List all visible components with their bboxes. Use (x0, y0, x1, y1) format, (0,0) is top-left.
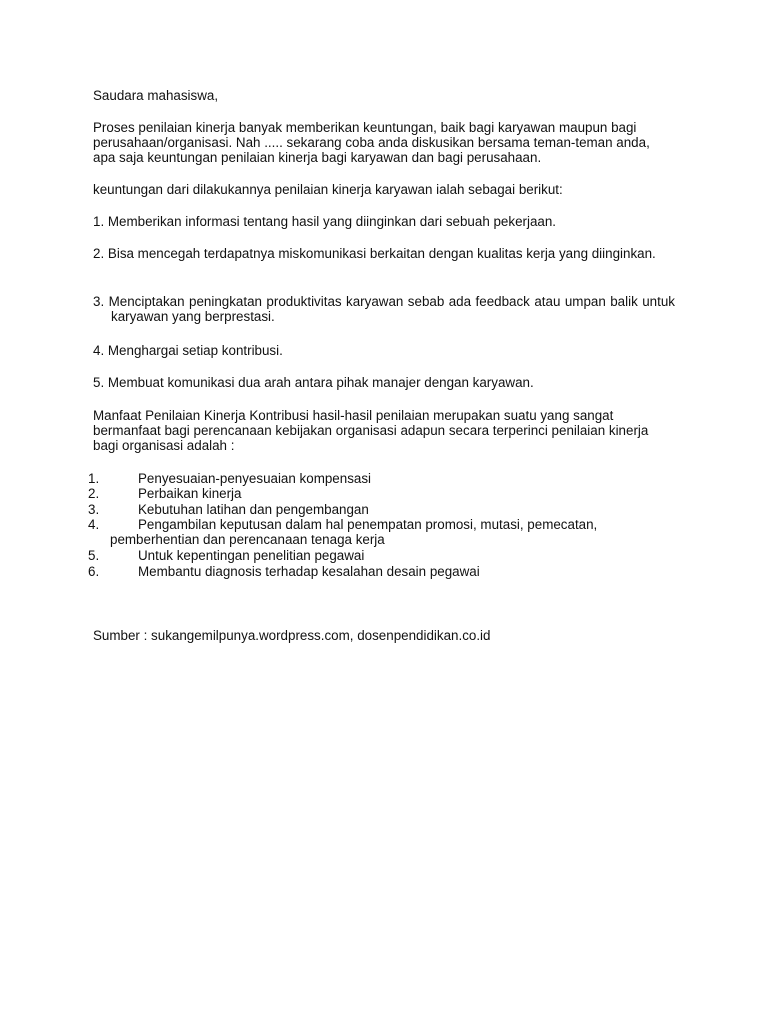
point-item (93, 214, 675, 229)
benefit-text: Penyesuaian-penyesuaian kompensasi (138, 471, 372, 486)
lead-sentence: keuntungan dari dilakukannya penilaian kinerja karyawan ialah sebagai berikut: (93, 182, 563, 197)
benefit-number: 1. (88, 471, 100, 486)
manfaat-paragraph: Manfaat Penilaian Kinerja Kontribusi hasil-hasil penilaian merupakan suatu yang sangat bermanfaat bagi perencanaan kebijakan organisasi adapun secara terperinci penilaian kinerja bagi organisasi adalah : (93, 408, 649, 453)
source-line: Sumber : sukangemilpunya.wordpress.com, dosenpendidikan.co.id (93, 628, 491, 643)
point-text: Memberikan informasi tentang hasil yang diinginkan dari sebuah pekerjaan. (107, 214, 557, 229)
benefit-number: 6. (88, 564, 100, 579)
benefit-text: Membantu diagnosis terhadap kesalahan desain pegawai (138, 564, 480, 579)
benefit-number: 4. (88, 517, 100, 532)
point-number: 5. (93, 375, 105, 390)
benefit-item (88, 517, 648, 547)
point-text: Menghargai setiap kontribusi. (107, 343, 283, 358)
benefit-text: Perbaikan kinerja (138, 486, 242, 501)
point-item (93, 375, 675, 390)
benefit-item (88, 471, 648, 486)
benefit-item (88, 564, 648, 579)
point-number: 2. (93, 246, 105, 261)
point-number: 1. (93, 214, 105, 229)
benefit-text: Untuk kepentingan penelitian pegawai (138, 548, 365, 563)
benefit-number: 3. (88, 502, 100, 517)
point-text: Membuat komunikasi dua arah antara pihak manajer dengan karyawan. (107, 375, 534, 390)
point-item (93, 343, 675, 358)
intro-paragraph: Proses penilaian kinerja banyak memberikan keuntungan, baik bagi karyawan maupun bagi perusahaan/organisasi. Nah ..... sekarang coba anda diskusikan bersama teman-teman anda, apa saja keuntungan penilaian kinerja bagi karyawan dan bagi perusahaan. (93, 120, 650, 165)
benefit-item (88, 486, 648, 501)
benefit-number: 5. (88, 548, 100, 563)
benefit-item (88, 548, 648, 563)
benefit-text: Pengambilan keputusan dalam hal penempatan promosi, mutasi, pemecatan, (138, 517, 598, 532)
point-number: 3. (93, 294, 105, 309)
point-number: 4. (93, 343, 105, 358)
benefit-item (88, 502, 648, 517)
point-item (93, 294, 675, 324)
benefit-number: 2. (88, 486, 100, 501)
benefit-text-continuation: pemberhentian dan perencanaan tenaga kerja (110, 532, 385, 547)
greeting: Saudara mahasiswa, (93, 88, 219, 103)
benefit-text: Kebutuhan latihan dan pengembangan (138, 502, 369, 517)
point-text: Menciptakan peningkatan produktivitas karyawan sebab ada feedback atau umpan balik untuk karyawan yang berprestasi. (108, 294, 675, 324)
point-item (93, 246, 675, 261)
point-text: Bisa mencegah terdapatnya miskomunikasi berkaitan dengan kualitas kerja yang diinginkan. (107, 246, 656, 261)
